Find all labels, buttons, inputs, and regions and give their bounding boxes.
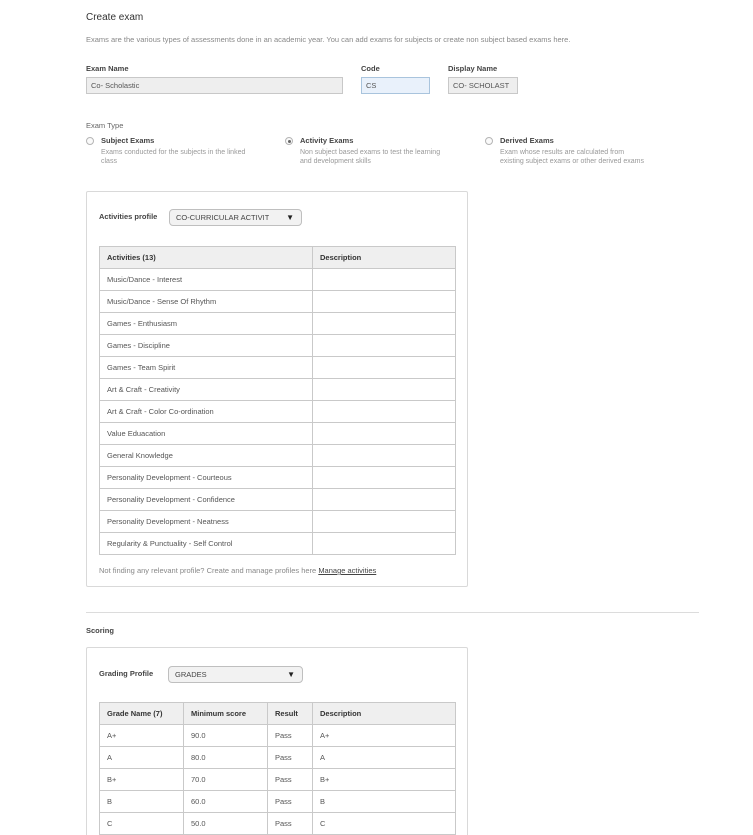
grading-profile-label: Grading Profile — [99, 669, 154, 678]
table-row — [100, 769, 456, 791]
table-row — [100, 467, 456, 489]
activity-description-cell[interactable] — [313, 291, 456, 313]
activity-name-cell: Music/Dance - Sense Of Rhythm — [100, 291, 313, 313]
page-title: Create exam — [86, 12, 144, 23]
minimum-score-column-header: Minimum score — [184, 703, 268, 725]
table-row — [100, 725, 456, 747]
result-column-header: Result — [268, 703, 313, 725]
minimum-score-cell: 50.0 — [184, 813, 268, 835]
table-header-row — [100, 703, 456, 725]
grade-description-cell: C — [313, 813, 456, 835]
grade-name-cell: A+ — [100, 725, 184, 747]
table-header-row — [100, 247, 456, 269]
result-cell: Pass — [268, 769, 313, 791]
activity-exams-radio[interactable] — [285, 137, 293, 145]
grade-name-cell: A — [100, 747, 184, 769]
activities-table — [99, 246, 456, 555]
exam-name-input[interactable] — [86, 77, 343, 94]
exam-type-subject-option[interactable] — [86, 136, 276, 166]
minimum-score-cell: 70.0 — [184, 769, 268, 791]
subject-exams-radio[interactable] — [86, 137, 94, 145]
activity-name-cell: Games - Discipline — [100, 335, 313, 357]
manage-activities-link[interactable]: Manage activities — [318, 566, 377, 575]
activity-name-cell: Value Eduacation — [100, 423, 313, 445]
table-row — [100, 489, 456, 511]
activity-name-cell: Art & Craft - Creativity — [100, 379, 313, 401]
activity-name-cell: Music/Dance - Interest — [100, 269, 313, 291]
table-row — [100, 511, 456, 533]
code-input[interactable] — [361, 77, 430, 94]
code-label: Code — [361, 64, 380, 73]
activity-name-cell: Personality Development - Courteous — [100, 467, 313, 489]
activities-column-header: Activities (13) — [100, 247, 313, 269]
section-divider — [86, 612, 699, 613]
grades-table — [99, 702, 456, 835]
result-cell: Pass — [268, 813, 313, 835]
activity-description-cell[interactable] — [313, 401, 456, 423]
grade-description-column-header: Description — [313, 703, 456, 725]
grade-name-cell: B — [100, 791, 184, 813]
manage-profiles-note: Not finding any relevant profile? Create and manage profiles here Manage activities — [99, 566, 377, 575]
chevron-down-icon: ▼ — [286, 213, 294, 222]
table-row — [100, 445, 456, 467]
grade-name-cell: B+ — [100, 769, 184, 791]
exam-name-label: Exam Name — [86, 64, 129, 73]
activity-name-cell: Games - Enthusiasm — [100, 313, 313, 335]
description-column-header: Description — [313, 247, 456, 269]
activity-description-cell[interactable] — [313, 511, 456, 533]
grade-name-cell: C — [100, 813, 184, 835]
table-row — [100, 313, 456, 335]
table-row — [100, 379, 456, 401]
activity-name-cell: Personality Development - Confidence — [100, 489, 313, 511]
activity-name-cell: Regularity & Punctuality - Self Control — [100, 533, 313, 555]
grade-description-cell: A — [313, 747, 456, 769]
result-cell: Pass — [268, 725, 313, 747]
table-row — [100, 423, 456, 445]
activity-description-cell[interactable] — [313, 533, 456, 555]
subject-exams-title: Subject Exams — [101, 136, 155, 145]
activity-description-cell[interactable] — [313, 379, 456, 401]
result-cell: Pass — [268, 747, 313, 769]
chevron-down-icon: ▼ — [287, 670, 295, 679]
activity-description-cell[interactable] — [313, 467, 456, 489]
grading-profile-value: GRADES — [175, 670, 207, 679]
activity-name-cell: Personality Development - Neatness — [100, 511, 313, 533]
activity-description-cell[interactable] — [313, 445, 456, 467]
table-row — [100, 291, 456, 313]
table-row — [100, 791, 456, 813]
display-name-input[interactable] — [448, 77, 518, 94]
table-row — [100, 533, 456, 555]
scoring-section-title: Scoring — [86, 626, 114, 635]
grade-description-cell: B+ — [313, 769, 456, 791]
table-row — [100, 269, 456, 291]
grade-description-cell: A+ — [313, 725, 456, 747]
derived-exams-radio[interactable] — [485, 137, 493, 145]
minimum-score-cell: 90.0 — [184, 725, 268, 747]
result-cell: Pass — [268, 791, 313, 813]
minimum-score-cell: 80.0 — [184, 747, 268, 769]
grade-description-cell: B — [313, 791, 456, 813]
activity-description-cell[interactable] — [313, 489, 456, 511]
activity-description-cell[interactable] — [313, 269, 456, 291]
activities-profile-value: CO-CURRICULAR ACTIVIT — [176, 213, 270, 222]
grading-profile-select[interactable] — [168, 666, 303, 683]
activity-exams-title: Activity Exams — [300, 136, 354, 145]
activity-description-cell[interactable] — [313, 313, 456, 335]
activities-profile-label: Activities profile — [99, 212, 158, 221]
page-description: Exams are the various types of assessments done in an academic year. You can add exams for subjects or create non subject based exams here. — [86, 35, 571, 44]
minimum-score-cell: 60.0 — [184, 791, 268, 813]
activity-description-cell[interactable] — [313, 423, 456, 445]
activity-description-cell[interactable] — [313, 357, 456, 379]
table-row — [100, 335, 456, 357]
exam-type-derived-option[interactable] — [485, 136, 690, 166]
activity-name-cell: Games - Team Spirit — [100, 357, 313, 379]
activity-description-cell[interactable] — [313, 335, 456, 357]
activities-profile-select[interactable] — [169, 209, 302, 226]
exam-type-activity-option[interactable] — [285, 136, 475, 166]
exam-type-label: Exam Type — [86, 121, 124, 130]
subject-exams-description: Exams conducted for the subjects in the linked class — [101, 149, 246, 165]
activity-name-cell: General Knowledge — [100, 445, 313, 467]
activity-name-cell: Art & Craft - Color Co-ordination — [100, 401, 313, 423]
table-row — [100, 401, 456, 423]
activities-panel — [86, 191, 468, 587]
grade-name-column-header: Grade Name (7) — [100, 703, 184, 725]
scoring-panel — [86, 647, 468, 835]
table-row — [100, 357, 456, 379]
derived-exams-description: Exam whose results are calculated from existing subject exams or other derived exams — [500, 149, 644, 165]
derived-exams-title: Derived Exams — [500, 136, 554, 145]
activity-exams-description: Non subject based exams to test the learning and development skills — [300, 149, 441, 165]
table-row — [100, 747, 456, 769]
table-row — [100, 813, 456, 835]
display-name-label: Display Name — [448, 64, 498, 73]
